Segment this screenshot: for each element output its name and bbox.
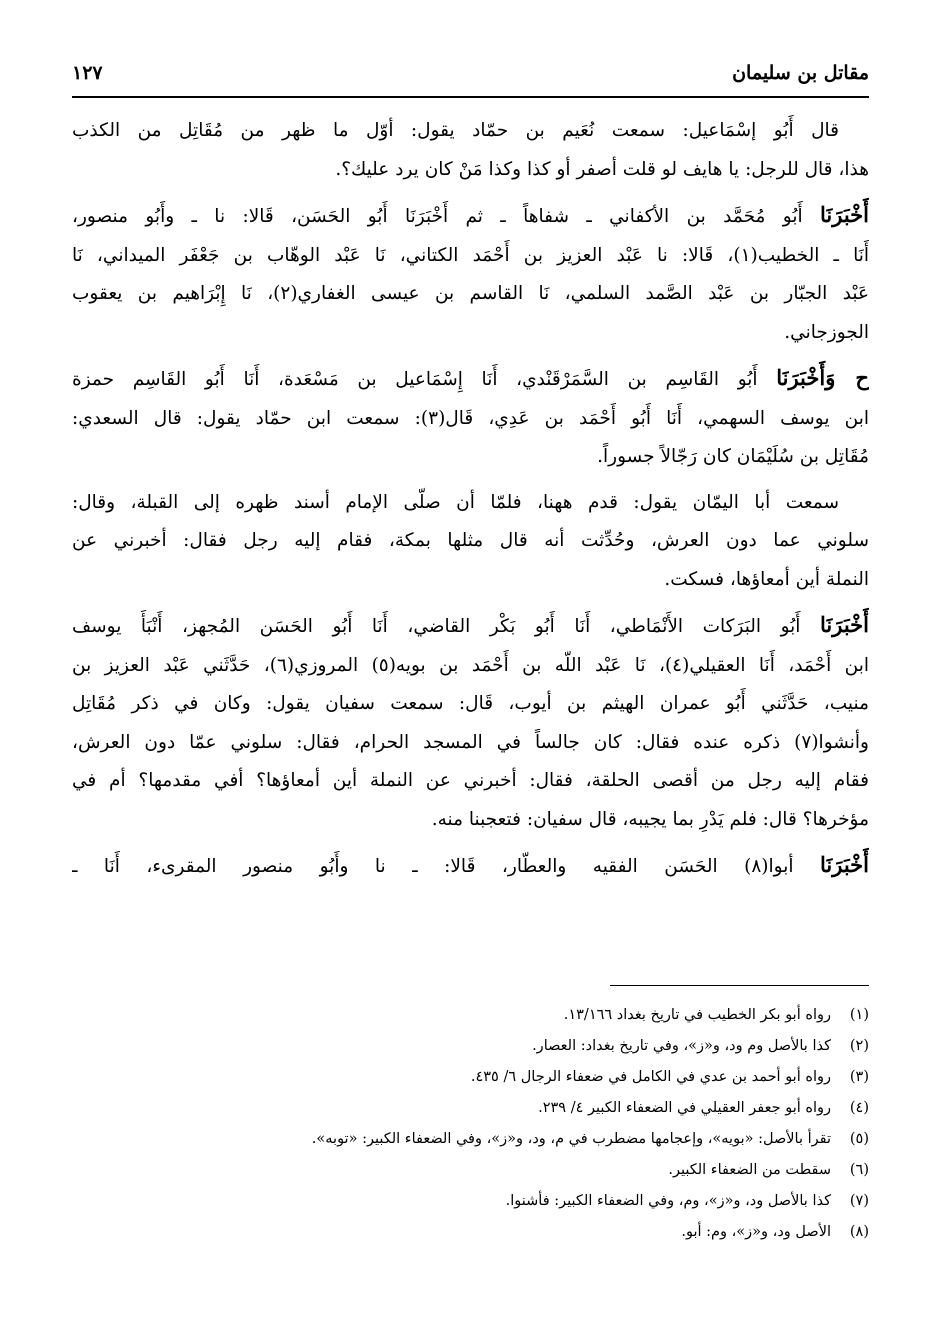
paragraph-5 bbox=[72, 606, 869, 839]
text-line: الجوزجاني. bbox=[784, 321, 869, 343]
footnote-number: (٦) bbox=[849, 1162, 869, 1178]
text-line bbox=[72, 359, 869, 400]
footnote bbox=[72, 1093, 869, 1124]
footnote-text: رواه أبو بكر الخطيب في تاريخ بغداد ١٣/١٦٦. bbox=[563, 1007, 831, 1023]
footnote-text: رواه أبو جعفر العقيلي في الضعفاء الكبير ٤/ ٢٣٩. bbox=[538, 1100, 831, 1116]
text-line: أَنَا ـ الخطيب(١)، قَالا: نا عَبْد العزيز بن أَحْمَد الكتاني، نَا عَبْد الوهّاب بن جَعْفَر الميداني، نَا bbox=[72, 244, 869, 266]
isnad-keyword: ح وَأَخْبَرَنَا bbox=[776, 365, 869, 390]
page-number: ١٢٧ bbox=[72, 62, 103, 84]
footnote bbox=[72, 1186, 869, 1217]
paragraph-1 bbox=[72, 112, 869, 189]
footnote-text: الأصل ود، و«ز»، وم: أبو. bbox=[681, 1224, 831, 1240]
text-line bbox=[72, 196, 869, 237]
footnote-number: (٣) bbox=[849, 1069, 869, 1085]
text-segment: أَبُو مُحَمَّد بن الأكفاني ـ شفاهاً ـ ثم أَخْبَرَنَا أَبُو الحَسَن، قَالا: نا ـ وأَبُو منصور، bbox=[72, 206, 821, 227]
text-line: ابن يوسف السهمي، أَنَا أَبُو أَحْمَد بن عَدِي، قَال(٣): سمعت ابن حمّاد يقول: قال السعدي: bbox=[72, 407, 869, 429]
paragraph-4 bbox=[72, 484, 869, 600]
footnote-number: (٧) bbox=[849, 1193, 869, 1209]
footnotes bbox=[72, 1000, 869, 1248]
footnote-text: تقرأ بالأصل: «بويه»، وإعجامها مضطرب في م، ود، و«ز»، وفي الضعفاء الكبير: «توبه». bbox=[311, 1131, 831, 1147]
isnad-keyword: أَخْبَرَنَا bbox=[820, 852, 869, 877]
text-segment: أبوا(٨) الحَسَن الفقيه والعطّار، قَالا: ـ نا وأَبُو منصور المقرىء، أَنَا ـ bbox=[72, 856, 820, 877]
text-line: منيب، حَدَّثَني أَبُو عمران الهيثم بن أيوب، قَال: سمعت سفيان يقول: وكان في ذكر مُقَاتِل bbox=[72, 693, 869, 714]
footnote-text: رواه أبو أحمد بن عدي في الكامل في ضعفاء الرجال ٦/ ٤٣٥. bbox=[470, 1069, 831, 1085]
footnote-number: (٨) bbox=[849, 1224, 869, 1240]
footnote bbox=[72, 1155, 869, 1186]
text-line: وأنشوا(٧) ذكره عنده فقال: كان جالساً في المسجد الحرام، فقال: سلوني عمّا دون العرش، bbox=[72, 731, 869, 753]
footnote bbox=[72, 1062, 869, 1093]
paragraph-2 bbox=[72, 196, 869, 352]
text-line: عَبْد الجبّار بن عَبْد الصَّمد السلمي، نَا القاسم بن عيسى الغفاري(٢)، نَا إِبْرَاهيم بن يعقوب bbox=[72, 283, 869, 304]
page-header bbox=[72, 56, 869, 98]
text-line: سمعت أبا اليمّان يقول: قدم ههنا، فلمّا أن صلّى الإمام أسند ظهره إلى القبلة، وقال: bbox=[72, 491, 839, 513]
main-text bbox=[72, 112, 869, 894]
footnote-text: كذا بالأصل وم ود، و«ز»، وفي تاريخ بغداد: العصار. bbox=[532, 1038, 831, 1054]
text-line: سلوني عما دون العرش، وحُدِّثت أنه قال مثلها بمكة، فقام إليه رجل فقال: أخبرني عن bbox=[72, 530, 869, 551]
text-line: قال أَبُو إسْمَاعيل: سمعت نُعَيم بن حمّاد يقول: أوّل ما ظهر من مُقَاتِل من الكذب bbox=[72, 120, 839, 141]
footnote-text: كذا بالأصل ود، و«ز»، وم، وفي الضعفاء الكبير: فأشنوا. bbox=[505, 1193, 831, 1209]
text-segment: أَبُو القَاسِم بن السَّمَرْقَنْدي، أَنَا إِسْمَاعيل بن مَسْعَدة، أَنَا أَبُو القَاسِم حمزة bbox=[72, 369, 777, 390]
isnad-keyword: أَخْبَرَنَا bbox=[820, 202, 869, 227]
footnote-text: سقطت من الضعفاء الكبير. bbox=[668, 1162, 831, 1178]
text-line: ابن أَحْمَد، أَنَا العقيلي(٤)، نَا عَبْد اللّه بن أَحْمَد بن بويه(٥) المروزي(٦)، حَدَّثَني عَبْد العزيز بن bbox=[72, 654, 869, 676]
text-line: النملة أين أمعاؤها، فسكت. bbox=[664, 568, 869, 590]
footnote-number: (٥) bbox=[849, 1131, 869, 1147]
text-line: هذا، قال للرجل: يا هايف لو قلت أصفر أو كذا وكذا مَنْ كان يرد عليك؟. bbox=[335, 158, 869, 180]
text-segment: أَبُو البَرَكات الأَنْمَاطي، أَنَا أَبُو بَكْر القاضي، أَنَا أَبُو الحَسَن المُجهز، أَنْبَأَ يوسف bbox=[72, 616, 821, 637]
text-line: مؤخرها؟ قال: فلم يَدْرِ بما يجيبه، قال سفيان: فتعجبنا منه. bbox=[431, 808, 869, 830]
text-line bbox=[72, 606, 869, 647]
running-title: مقاتل بن سليمان bbox=[732, 62, 869, 84]
footnote bbox=[72, 1000, 869, 1031]
footnote bbox=[72, 1217, 869, 1248]
footnote-number: (٤) bbox=[849, 1100, 869, 1116]
paragraph-6 bbox=[72, 846, 869, 887]
footnote bbox=[72, 1124, 869, 1155]
footnote-number: (٢) bbox=[849, 1038, 869, 1054]
isnad-keyword: أَخْبَرَنَا bbox=[820, 612, 869, 637]
footnote bbox=[72, 1031, 869, 1062]
text-line: مُقَاتِل بن سُلَيْمَان كان رَجّالاً جسوراً. bbox=[597, 446, 869, 467]
text-line bbox=[72, 846, 869, 887]
text-line: فقام إليه رجل من أقصى الحلقة، فقال: أخبرني عن النملة أين أمعاؤها؟ أفي مقدمها؟ أم في bbox=[72, 770, 869, 791]
paragraph-3 bbox=[72, 359, 869, 477]
footnote-number: (١) bbox=[849, 1007, 869, 1023]
footnote-separator bbox=[610, 985, 869, 986]
